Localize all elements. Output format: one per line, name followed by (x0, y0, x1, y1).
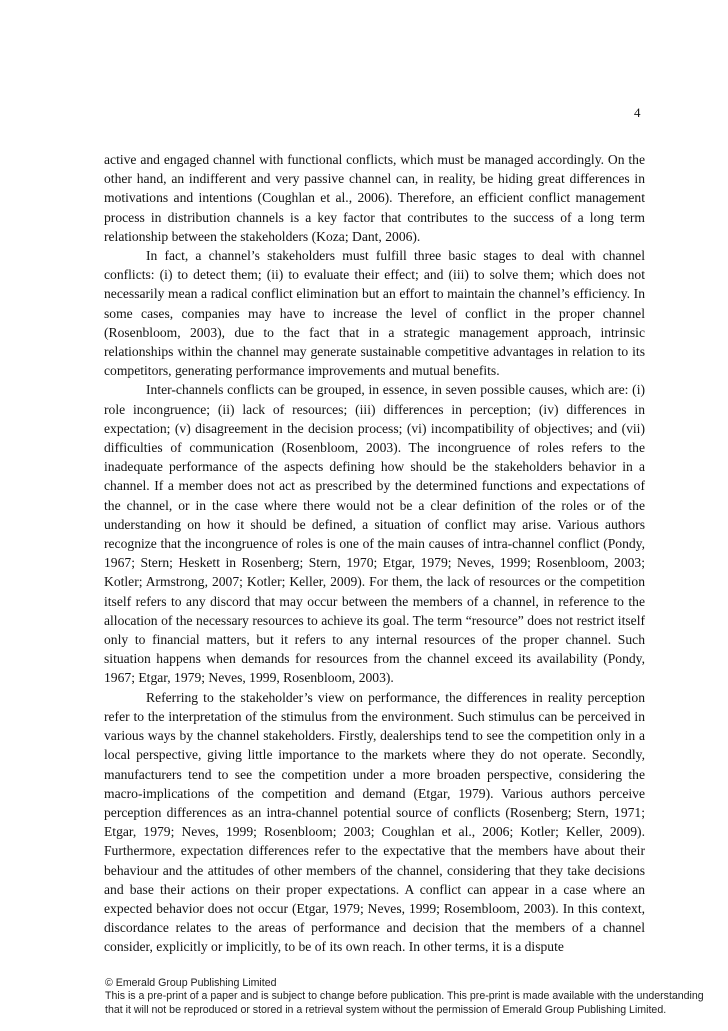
copyright-line: © Emerald Group Publishing Limited (105, 977, 277, 989)
paragraph-conflict-causes: Inter-channels conflicts can be grouped, in essence, in seven possible causes, which are: (i) role incongruence; (ii) lack of resources; (iii) differences in perception; (iv) differences in expectation; (v) disagreement in the decision process; (vi) incompatibility of objectives; and (vii) difficulties of communication (Rosenbloom, 2003). The incongruence of roles refers to the inadequate performance of the aspects defining how should be the stakeholders behavior in a channel. If a member does not act as prescribed by the determined functions and expectations of the channel, or in the case where there would not be a clear definition of the roles or of the understanding on how it should be defined, a situation of conflict may arise. Various authors recognize that the incongruence of roles is one of the main causes of intra-channel conflict (Pondy, 1967; Stern; Heskett in Rosenberg; Stern, 1970; Etgar, 1979; Neves, 1999; Rosenbloom, 2003; Kotler; Armstrong, 2007; Kotler; Keller, 2009). For them, the lack of resources or the competition itself refers to any discord that may occur between the members of a channel, in reference to the allocation of the necessary resources to achieve its goal. The term “resource” does not restrict itself only to financial matters, but it refers to any internal resources of the proper channel. Such situation happens when demands for resources from the channel exceed its availability (Pondy, 1967; Etgar, 1979; Neves, 1999, Rosenbloom, 2003). (104, 382, 645, 686)
preprint-notice-line-2: that it will not be reproduced or stored in a retrieval system without the permission of Emerald Group Publishing Limited. (105, 1003, 667, 1016)
page-number: 4 (634, 105, 641, 120)
publisher-footer (105, 977, 725, 1017)
preprint-notice-line-1: This is a pre-print of a paper and is subject to change before publication. This pre-print is made available with the understanding (105, 990, 704, 1003)
paragraph-continued: active and engaged channel with functional conflicts, which must be managed accordingly. On the other hand, an indifferent and very passive channel can, in reality, be hiding great differences in motivations and intentions (Coughlan et al., 2006). Therefore, an efficient conflict management process in distribution channels is a key factor that contributes to the success of a long term relationship between the stakeholders (Koza; Dant, 2006). (104, 152, 645, 244)
body-text (104, 150, 645, 957)
paragraph-conflict-stages: In fact, a channel’s stakeholders must fulfill three basic stages to deal with channel conflicts: (i) to detect them; (ii) to evaluate their effect; and (iii) to solve them; which does not necessarily mean a radical conflict elimination but an effort to maintain the channel’s efficiency. In some cases, companies may have to increase the level of conflict in the proper channel (Rosenbloom, 2003), due to the fact that in a strategic management approach, intrinsic relationships within the channel may generate sustainable competitive advantages in relation to its competitors, generating performance improvements and mutual benefits. (104, 248, 645, 379)
paragraph-perception-differences: Referring to the stakeholder’s view on performance, the differences in reality perception refer to the interpretation of the stimulus from the environment. Such stimulus can be perceived in various ways by the channel stakeholders. Firstly, dealerships tend to see the competition only in a local perspective, giving little importance to the markets where they do not operate. Secondly, manufacturers tend to see the competition under a more broaden perspective, considering the macro-implications of the competition and demand (Etgar, 1979). Various authors perceive perception differences as an intra-channel potential source of conflicts (Rosenberg; Stern, 1971; Etgar, 1979; Neves, 1999; Rosenbloom; 2003; Coughlan et al., 2006; Kotler; Keller, 2009). Furthermore, expectation differences refer to the expectative that the members have about their behaviour and the attitudes of other members of the channel, considering that they take decisions and base their actions on their proper expectations. A conflict can appear in a case where an expected behavior does not occur (Etgar, 1979; Neves, 1999; Rosembloom, 2003). In this context, discordance relates to the areas of performance and decision that the members of a channel consider, explicitly or implicitly, to be of its own reach. In other terms, it is a dispute (104, 689, 645, 955)
